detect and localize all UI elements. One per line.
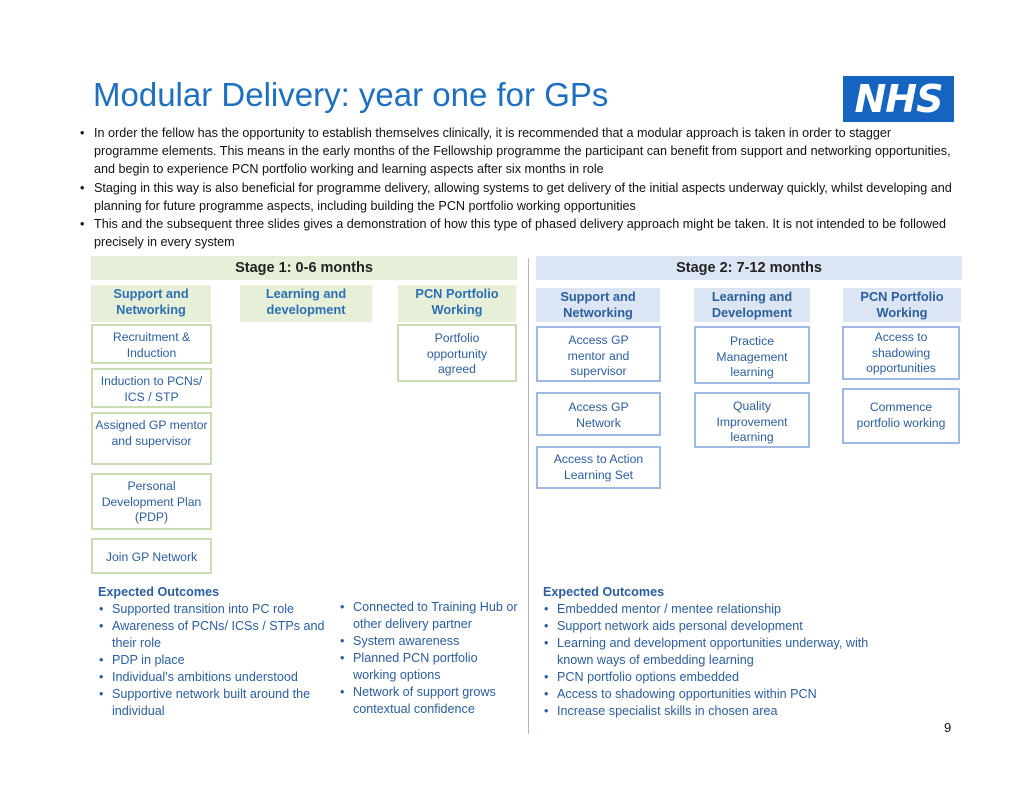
outcome-item: • Awareness of PCNs/ ICSs / STPs and their role: [98, 618, 332, 652]
outcome-item: • System awareness: [339, 633, 524, 650]
outcome-item: • Support network aids personal development: [543, 618, 903, 635]
outcome-item: • Increase specialist skills in chosen area: [543, 703, 903, 720]
stage1-support-item: Personal Development Plan (PDP): [91, 473, 212, 530]
stage2-portfolio-item: Access to shadowing opportunities: [842, 326, 960, 380]
stage1-header: Stage 1: 0-6 months: [91, 256, 517, 280]
stage1-support-item: Recruitment & Induction: [91, 324, 212, 364]
stage-divider: [528, 258, 529, 734]
stage2-col-support-networking: Support and Networking: [536, 288, 660, 322]
stage1-outcomes-right: [339, 599, 524, 718]
stage1-support-item: Assigned GP mentor and supervisor: [91, 412, 212, 465]
stage1-portfolio-item: Portfolio opportunity agreed: [397, 324, 517, 382]
stage1-col-learning-development: Learning and development: [240, 285, 372, 322]
stage1-outcomes: [98, 584, 338, 720]
nhs-logo: NHS: [843, 76, 954, 122]
outcome-item: • Planned PCN portfolio working options: [339, 650, 524, 684]
stage2-col-learning-development: Learning and Development: [694, 288, 810, 322]
stage2-outcomes-title: Expected Outcomes: [543, 585, 665, 599]
stage2-learning-item: Practice Management learning: [694, 326, 810, 384]
stage2-portfolio-item: Commence portfolio working: [842, 388, 960, 444]
stage1-outcomes-title: Expected Outcomes: [98, 585, 220, 599]
page-number: 9: [944, 720, 952, 735]
outcome-item: • Network of support grows contextual confidence: [339, 684, 524, 718]
stage2-header: Stage 2: 7-12 months: [536, 256, 962, 280]
stage1-support-item: Join GP Network: [91, 538, 212, 574]
page-title: Modular Delivery: year one for GPs: [93, 76, 609, 113]
outcome-item: • Embedded mentor / mentee relationship: [543, 601, 903, 618]
intro-bullet: • This and the subsequent three slides gives a demonstration of how this type of phased delivery approach might be taken. It is not intended to be followed precisely in every system: [78, 215, 958, 251]
intro-bullet: • In order the fellow has the opportunity to establish themselves clinically, it is recommended that a modular approach is taken in order to stagger programme elements. This means in the early months of the Fellowship programme the participant can benefit from support and networking opportunities, and begin to experience PCN portfolio working and learning aspects after six months in role: [78, 124, 958, 179]
stage1-col-pcn-portfolio: PCN Portfolio Working: [398, 285, 516, 322]
outcome-item: • Access to shadowing opportunities within PCN: [543, 686, 903, 703]
outcome-item: • PDP in place: [98, 652, 338, 669]
outcome-item: • PCN portfolio options embedded: [543, 669, 903, 686]
outcome-item: • Individual's ambitions understood: [98, 669, 338, 686]
stage2-outcomes: [543, 584, 903, 720]
outcome-item: • Supported transition into PC role: [98, 601, 338, 618]
stage2-support-item: Access GP Network: [536, 392, 661, 436]
stage1-support-item: Induction to PCNs/ ICS / STP: [91, 368, 212, 408]
outcome-item: • Supportive network built around the individual: [98, 686, 327, 720]
outcome-item: • Learning and development opportunities underway, with known ways of embedding learning: [543, 635, 903, 669]
stage2-col-pcn-portfolio: PCN Portfolio Working: [843, 288, 961, 322]
outcome-item: • Connected to Training Hub or other delivery partner: [339, 599, 524, 633]
intro-bullet: • Staging in this way is also beneficial for programme delivery, allowing systems to get delivery of the initial aspects underway quickly, whilst developing and planning for future programme aspects, including building the PCN portfolio working opportunities: [78, 179, 958, 215]
intro-bullets: [78, 124, 958, 251]
stage2-support-item: Access to Action Learning Set: [536, 446, 661, 489]
stage2-support-item: Access GP mentor and supervisor: [536, 326, 661, 382]
stage1-col-support-networking: Support and Networking: [91, 285, 211, 322]
stage2-learning-item: Quality Improvement learning: [694, 392, 810, 448]
